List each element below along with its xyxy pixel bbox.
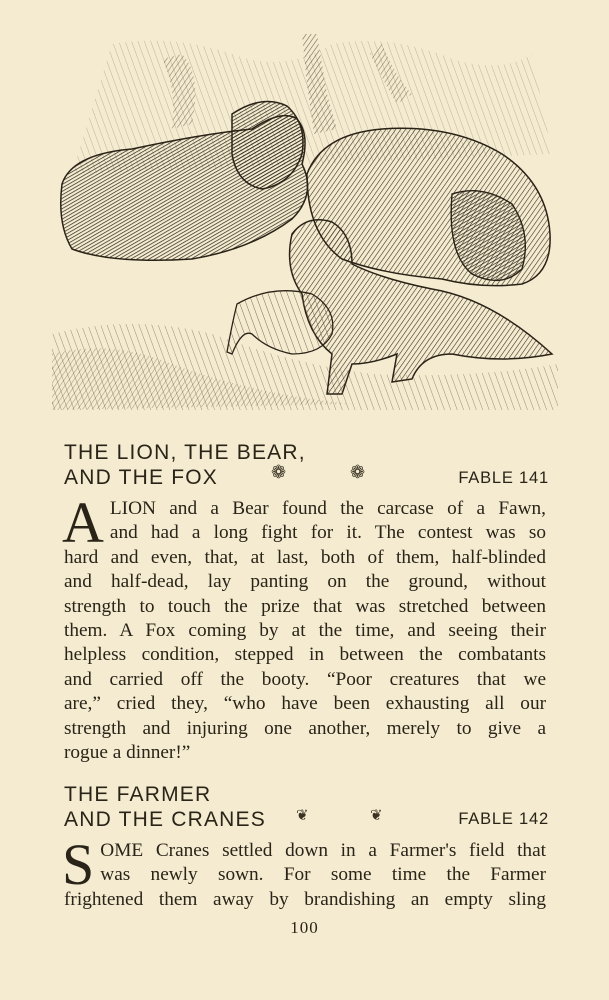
engraving-lion-bear-fox-icon [52, 34, 558, 410]
text-line: and carried off the booty. “Poor creatures that we [64, 668, 546, 690]
ornament-icon: ❦ [296, 806, 309, 824]
text-line: are,” cried they, “who have been exhausting all our [64, 693, 546, 715]
page-number: 100 [290, 918, 319, 937]
fable-142-number: FABLE 142 [458, 810, 549, 828]
ornament-icon: ❦ [370, 806, 383, 824]
text-line: was newly sown. For some time the Farmer [100, 864, 546, 886]
text-line: and had a long fight for it. The contest was so [109, 522, 546, 544]
fable-141-title-line2: AND THE FOX [64, 466, 218, 489]
fable-142-title-line2: AND THE CRANES [64, 808, 266, 831]
ornament-icon: ❁ [350, 462, 366, 483]
text-line: LION and a Bear found the carcase of a Fawn, [109, 498, 546, 519]
text-line: and half-dead, lay panting on the ground, without [64, 571, 546, 593]
fable-141-number: FABLE 141 [458, 469, 549, 487]
fable-142-text [62, 832, 546, 912]
text-line: them. A Fox coming by at the time, and seeing their [64, 620, 546, 642]
fable-142-dropcap: S [62, 832, 95, 897]
fable-142-title [64, 782, 266, 832]
text-line: strength and injuring one another, merely to give a [64, 717, 546, 739]
fable-141-dropcap: A [62, 490, 104, 555]
fable-141-title [64, 440, 306, 490]
text-line: frightened them away by brandishing an empty sling [64, 888, 546, 910]
fable-141-title-line1: THE LION, THE BEAR, [64, 441, 306, 464]
text-line: rogue a dinner!” [64, 742, 191, 764]
fable-142-title-line1: THE FARMER [64, 783, 212, 806]
text-line: helpless condition, stepped in between the combatants [64, 644, 546, 666]
text-line: OME Cranes settled down in a Farmer's field that [100, 840, 546, 861]
text-line: strength to touch the prize that was stretched between [64, 595, 546, 617]
fable-141-text [62, 490, 546, 765]
text-line: hard and even, that, at last, both of them, half-blinded [64, 546, 546, 568]
ornament-icon: ❁ [271, 462, 287, 483]
